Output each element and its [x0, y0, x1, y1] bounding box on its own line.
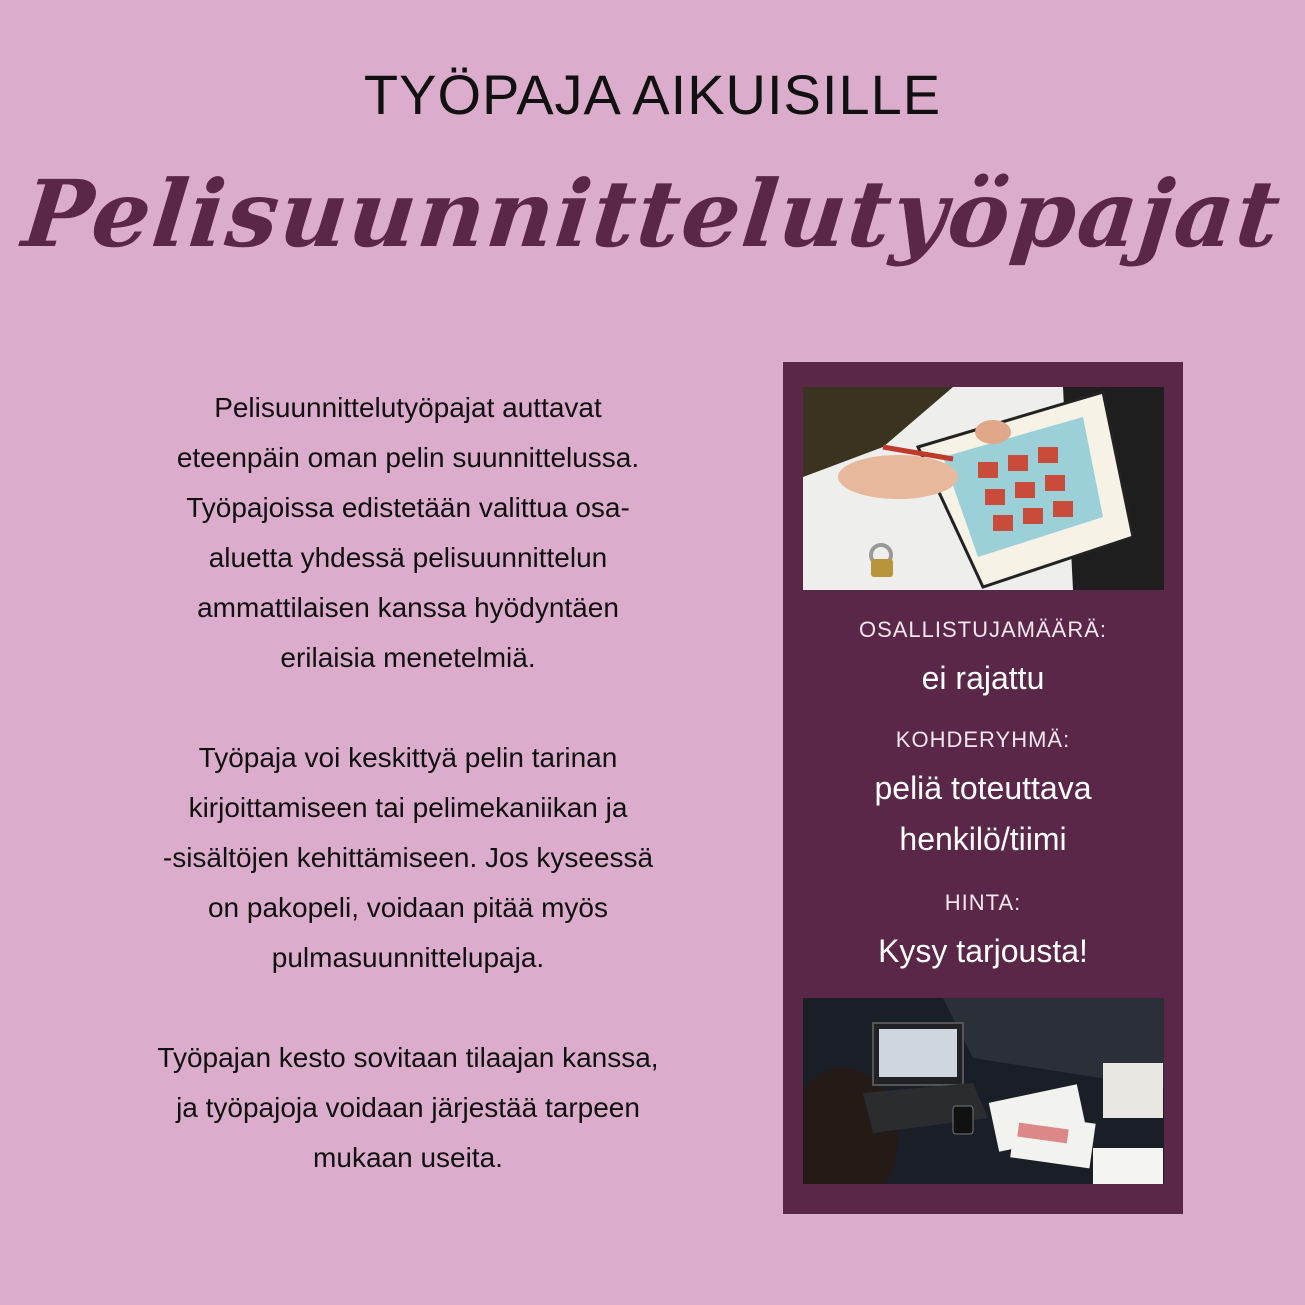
target-label-text: KOHDERYHMÄ:: [895, 727, 1071, 752]
board-game-photo: [803, 387, 1164, 590]
participants-label: [783, 617, 1183, 643]
info-panel: [783, 362, 1183, 1214]
target-value-text-2: henkilö/tiimi: [899, 821, 1067, 857]
price-label-text: HINTA:: [944, 890, 1022, 915]
target-label: [783, 727, 1183, 753]
paragraph-1: [108, 383, 708, 683]
price-value: [783, 926, 1183, 976]
laptop-workshop-photo: [803, 998, 1164, 1184]
text-line: pulmasuunnittelupaja.: [271, 942, 545, 973]
text-line: Pelisuunnittelutyöpajat auttavat: [214, 392, 602, 423]
laptop-workshop-illustration: [803, 998, 1164, 1184]
text-line: Työpajan kesto sovitaan tilaajan kanssa,: [157, 1042, 659, 1073]
text-line: eteenpäin oman pelin suunnittelussa.: [176, 442, 640, 473]
description-column: [108, 383, 708, 1183]
participants-value-text: ei rajattu: [921, 660, 1045, 696]
text-line: Työpajoissa edistetään valittua osa-: [186, 492, 630, 523]
target-value-text-1: peliä toteuttava: [874, 770, 1092, 806]
target-value-line-2: [783, 814, 1183, 864]
target-value-line-1: [783, 763, 1183, 813]
price-label: [783, 890, 1183, 916]
paragraph-2: [108, 733, 708, 983]
text-line: Työpaja voi keskittyä pelin tarinan: [198, 742, 618, 773]
text-line: ammattilaisen kanssa hyödyntäen: [197, 592, 619, 623]
text-line: kirjoittamiseen tai pelimekaniikan ja: [188, 792, 628, 823]
text-line: mukaan useita.: [313, 1142, 503, 1173]
participants-value: [783, 653, 1183, 703]
page-title: Pelisuunnittelutyöpajat: [18, 160, 1287, 268]
price-value-text: Kysy tarjousta!: [878, 933, 1088, 969]
board-game-illustration: [803, 387, 1164, 590]
participants-label-text: OSALLISTUJAMÄÄRÄ:: [858, 617, 1108, 642]
text-line: aluetta yhdessä pelisuunnittelun: [208, 542, 608, 573]
text-line: -sisältöjen kehittämiseen. Jos kyseessä: [162, 842, 654, 873]
text-line: erilaisia menetelmiä.: [280, 642, 536, 673]
text-line: on pakopeli, voidaan pitää myös: [207, 892, 609, 923]
text-line: ja työpajoja voidaan järjestää tarpeen: [176, 1092, 640, 1123]
paragraph-3: [108, 1033, 708, 1183]
kicker-heading: TYÖPAJA AIKUISILLE: [363, 63, 942, 126]
